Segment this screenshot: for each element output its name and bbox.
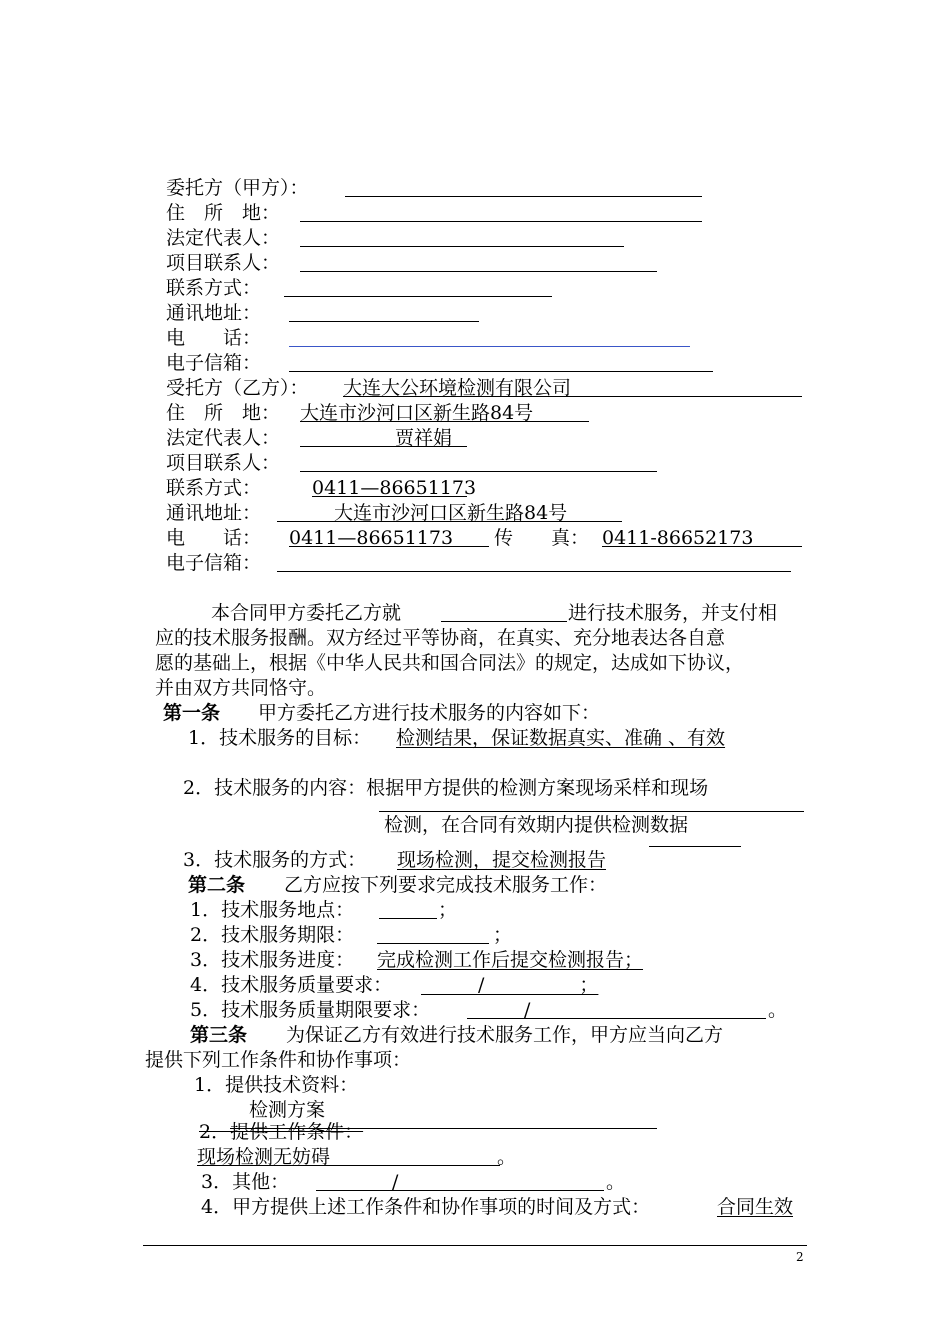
article-2-item-5-value: / [467, 999, 531, 1021]
article-2-item-4-label: 4．技术服务质量要求： [190, 974, 393, 996]
party-a-address-field[interactable] [300, 221, 702, 222]
party-b-name-underline [343, 396, 802, 397]
intro-line-2: 应的技术服务报酬。双方经过平等协商，在真实、充分地表达各自意 [155, 627, 726, 649]
article-2-item-1-end: ； [438, 899, 458, 921]
article-2-item-1-label: 1．技术服务地点： [190, 899, 355, 921]
article-2-item-5-label: 5．技术服务质量期限要求： [190, 999, 431, 1021]
party-b-address: 大连市沙河口区新生路84号 [300, 402, 534, 424]
party-a-phone-field[interactable] [289, 346, 690, 347]
party-a-contact-method-label: 联系方式： [166, 277, 262, 299]
article-3-item-2-label: 2．提供工作条件： [199, 1121, 364, 1143]
article-1-title: 第一条 [163, 702, 221, 724]
article-2-item-2-field[interactable] [377, 943, 489, 944]
article-1-item-1-label: 1．技术服务的目标： [188, 727, 372, 749]
party-b-project-contact-field[interactable] [300, 471, 657, 472]
party-a-entrustor-field[interactable] [345, 196, 702, 197]
party-b-entrustee-label: 受托方（乙方）： [166, 377, 309, 399]
party-b-mail-address: 大连市沙河口区新生路84号 [277, 502, 568, 524]
article-3-item-2-end: 。 [345, 1146, 517, 1168]
party-a-entrustor-label: 委托方（甲方）： [166, 177, 309, 199]
party-b-fax: 0411-86652173 [602, 527, 773, 549]
article-2-item-5-end: 。 [768, 999, 788, 1021]
article-1-item-3-label: 3．技术服务的方式： [183, 849, 367, 871]
party-b-contact-method-label: 联系方式： [166, 477, 262, 499]
party-b-phone-underline [289, 546, 489, 547]
article-3-item-3-underline [316, 1190, 604, 1191]
article-1-heading: 甲方委托乙方进行技术服务的内容如下： [258, 702, 601, 724]
party-b-project-contact-label: 项目联系人： [166, 452, 281, 474]
article-1-item-3-value: 现场检测，提交检测报告 [397, 849, 607, 871]
party-b-fax-underline [602, 546, 802, 547]
article-3-item-3-end: 。 [606, 1171, 626, 1193]
article-3-item-3-value: / [316, 1171, 399, 1193]
party-b-address-underline [300, 421, 589, 422]
article-1-item-2-label: 2．技术服务的内容：根据甲方提供的检测方案现场采样和现场 [183, 777, 709, 799]
article-3-item-1-label: 1．提供技术资料： [194, 1074, 359, 1096]
article-2-item-4-value: / ； [421, 974, 599, 996]
party-a-legal-rep-field[interactable] [300, 246, 624, 247]
article-3-item-3-label: 3．其他： [201, 1171, 290, 1193]
article-2-item-3-value: 完成检测工作后提交检测报告； [377, 949, 644, 971]
intro-line-4: 并由双方共同恪守。 [155, 677, 327, 699]
party-a-project-contact-field[interactable] [300, 271, 657, 272]
party-b-contact-method: 0411—86651173 [312, 477, 477, 499]
party-b-name: 大连大公环境检测有限公司 [343, 377, 572, 399]
article-2-item-2-label: 2．技术服务期限： [190, 924, 355, 946]
party-a-mail-address-field[interactable] [289, 321, 479, 322]
article-1-item-2-cont: 检测，在合同有效期内提供检测数据 [384, 814, 689, 836]
article-2-heading: 乙方应按下列要求完成技术服务工作： [284, 874, 608, 896]
article-2-item-1-field[interactable] [379, 918, 437, 919]
party-a-email-field[interactable] [289, 371, 713, 372]
article-2-item-3-label: 3．技术服务进度： [190, 949, 355, 971]
party-a-contact-method-field[interactable] [284, 296, 552, 297]
party-b-fax-label: 传 真： [494, 527, 590, 549]
party-b-legal-rep-label: 法定代表人： [166, 427, 281, 449]
article-1-item-1-value: 检测结果，保证数据真实、准确 、有效 [396, 727, 726, 749]
party-a-address-label: 住 所 地： [166, 202, 281, 224]
article-1-item-2-underline [379, 811, 804, 812]
intro-service-blank[interactable] [441, 621, 567, 622]
party-b-address-label: 住 所 地： [166, 402, 281, 424]
article-3-item-2-value: 现场检测无妨碍 [197, 1146, 331, 1168]
party-b-phone: 0411—86651173 [289, 527, 473, 549]
party-a-phone-label: 电 话： [166, 327, 262, 349]
party-a-email-label: 电子信箱： [166, 352, 262, 374]
party-a-mail-address-label: 通讯地址： [166, 302, 262, 324]
article-3-item-4-label: 4．甲方提供上述工作条件和协作事项的时间及方式： [201, 1196, 651, 1218]
article-2-item-2-end: ； [493, 924, 513, 946]
party-a-project-contact-label: 项目联系人： [166, 252, 281, 274]
page-number: 2 [796, 1250, 804, 1264]
article-1-item-2-underline-2 [649, 846, 741, 847]
party-b-contact-method-underline [312, 496, 467, 497]
article-2-title: 第二条 [188, 874, 246, 896]
article-3-title: 第三条 [190, 1024, 248, 1046]
intro-line-3: 愿的基础上，根据《中华人民共和国合同法》的规定，达成如下协议， [155, 652, 745, 674]
article-3-line-2: 提供下列工作条件和协作事项： [145, 1049, 412, 1071]
intro-line-1b: 进行技术服务，并支付相 [568, 602, 778, 624]
party-b-phone-label: 电 话： [166, 527, 262, 549]
party-b-email-label: 电子信箱： [166, 552, 262, 574]
article-3-heading: 为保证乙方有效进行技术服务工作，甲方应当向乙方 [286, 1024, 724, 1046]
article-2-item-5-underline [467, 1018, 766, 1019]
party-b-legal-rep: 贾祥娟 [300, 427, 453, 449]
party-b-mail-address-underline [277, 521, 622, 522]
article-3-item-1-value: 检测方案 [249, 1099, 326, 1121]
article-3-item-4-value: 合同生效 [717, 1196, 794, 1218]
intro-line-1a: 本合同甲方委托乙方就 [211, 602, 402, 624]
party-a-legal-rep-label: 法定代表人： [166, 227, 281, 249]
party-b-mail-address-label: 通讯地址： [166, 502, 262, 524]
party-b-legal-rep-underline [300, 446, 467, 447]
party-b-email-field[interactable] [277, 571, 791, 572]
footer-divider [143, 1245, 807, 1246]
